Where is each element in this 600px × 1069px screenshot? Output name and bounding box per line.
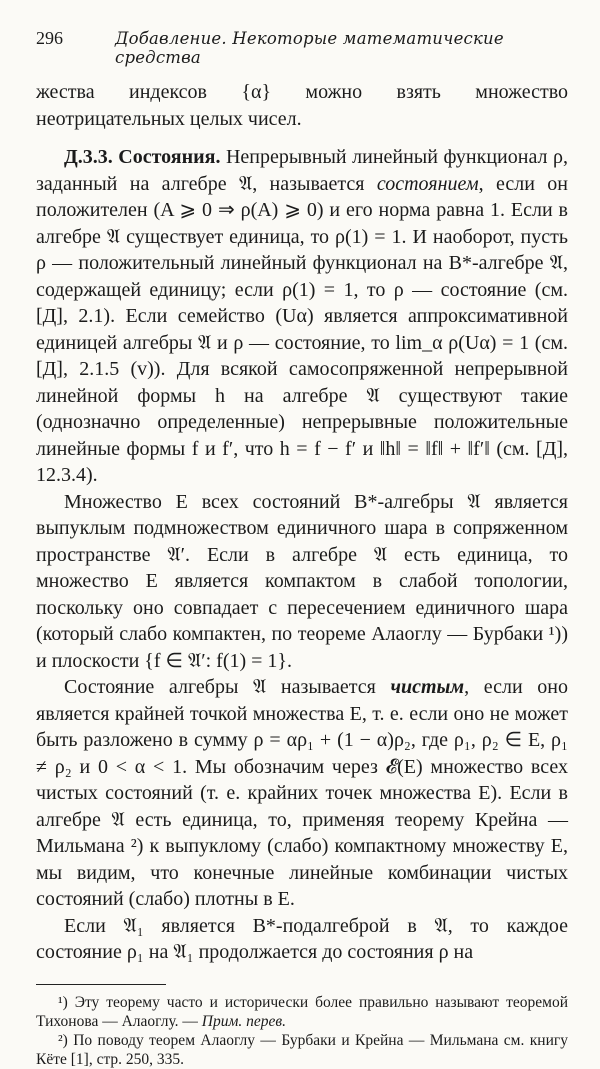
translator-note: Прим. перев. <box>201 1012 286 1030</box>
main-text <box>36 79 568 966</box>
defined-term: чистым <box>390 676 465 698</box>
paragraph-text: , если он положителен (A ⩾ 0 ⇒ ρ(A) ⩾ 0) и его норма равна 1. Если в алгебре 𝔄 существует единица, то ρ(1) = 1. И наоборот, пусть ρ — положительный линейный функционал на B*-алгебре 𝔄, содержащей единицу; если ρ(1) = 1, то ρ — состояние (см. [Д], 2.1). Если семейство (Uα) является аппроксимативной единицей алгебры 𝔄 и ρ — состояние, то lim_α ρ(Uα) = 1 (см. [Д], 2.1.5 (v)). Для всякой самосопряженной непрерывной линейной формы h на алгебре 𝔄 существуют такие (однозначно определенные) непрерывные положительные линейные формы f и f′, что h = f − f′ и ‖h‖ = ‖f‖ + ‖f′‖ (см. [Д], 12.3.4). <box>36 172 568 486</box>
paragraph-subalgebra: Если 𝔄₁ является B*-подалгеброй в 𝔄, то каждое состояние ρ₁ на 𝔄₁ продолжается до состояния ρ на <box>36 914 568 963</box>
paragraph-text: Непрерывный линейный функционал ρ, заданный на алгебре 𝔄, называется <box>36 146 568 195</box>
footnote-2: ²) По поводу теорем Алаоглу — Бурбаки и Крейна — Мильмана см. книгу Кёте [1], стр. 250, 335. <box>36 1031 568 1068</box>
paragraph-text: , если оно является крайней точкой множества E, т. е. если оно не может быть разложено в сумму ρ = αρ₁ + (1 − α)ρ₂, где ρ₁, ρ₂ ∈ E, ρ₁ ≠ ρ₂ и 0 < α < 1. Мы обозначим через 𝓔(E) множество всех чистых состояний (т. е. крайних точек множества E). Если в алгебре 𝔄 есть единица, то, применяя теорему Крейна — Мильмана ²) к выпуклому (слабо) компактному множеству E, мы видим, что конечные линейные комбинации чистых состояний (слабо) плотны в E. <box>36 676 568 910</box>
page-header <box>36 28 568 67</box>
footnotes <box>36 993 568 1069</box>
defined-term: состоянием <box>376 172 479 195</box>
paragraph-text: Состояние алгебры 𝔄 называется <box>64 676 391 698</box>
section-heading: Д.3.3. Состояния. <box>64 146 221 168</box>
footnote-text: ¹) Эту теорему часто и исторически более правильно называют теоремой Тихонова — Алаоглу. — <box>36 993 568 1030</box>
paragraph-state-set: Множество E всех состояний B*-алгебры 𝔄 является выпуклым подмножеством единичного шара в сопряженном пространстве 𝔄′. Если в алгебре 𝔄 есть единица, то множество E является компактом в слабой топологии, поскольку оно совпадает с пересечением единичного шара (который слабо компактен, по теореме Алаоглу — Бурбаки ¹)) и плоскости {f ∈ 𝔄′: f(1) = 1}. <box>36 490 568 672</box>
page-number: 296 <box>36 28 63 48</box>
paragraph-pure-states <box>36 674 568 913</box>
footnote-1 <box>36 993 568 1031</box>
paragraph-states-definition <box>36 144 568 489</box>
footnote-divider <box>36 984 166 985</box>
paragraph-continuation: жества индексов {α} можно взять множество неотрицательных целых чисел. <box>36 81 568 130</box>
running-title: Добавление. Некоторые математические средства <box>115 29 504 67</box>
